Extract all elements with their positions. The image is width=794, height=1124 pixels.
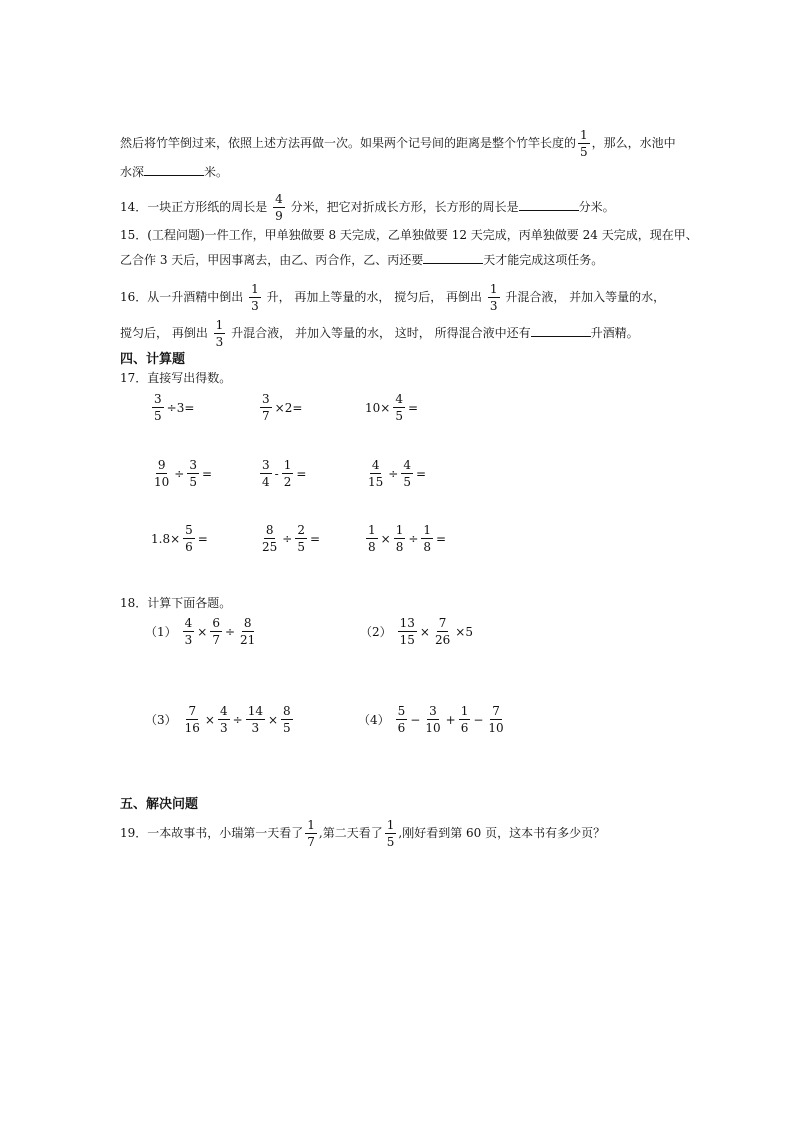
fraction: $\frac{3}{10}$ bbox=[425, 704, 441, 735]
calc-item: $\frac{1}{8}$ × $\frac{1}{8}$ ÷ $\frac{1}{8}$ = bbox=[368, 523, 447, 554]
fraction: $\frac{4}{3}$ bbox=[184, 616, 193, 647]
q13-line1: 然后将竹竿倒过来，依照上述方法再做一次。如果两个记号间的距离是整个竹竿长度的 $\frac{1}{5}$ ，那么，水池中 bbox=[120, 128, 676, 159]
answer-blank[interactable] bbox=[519, 198, 579, 211]
q18-title: 18．计算下面各题。 bbox=[120, 596, 232, 610]
fraction: $\frac{5}{6}$ bbox=[185, 523, 193, 554]
q17-title: 17．直接写出得数。 bbox=[120, 371, 232, 385]
q15-line2: 乙合作 3 天后，甲因事离去，由乙、丙合作，乙、丙还要 天才能完成这项任务。 bbox=[120, 253, 604, 267]
section-heading: 四、计算题 bbox=[120, 352, 186, 367]
fraction: $\frac{1}{8}$ bbox=[395, 523, 404, 554]
fraction: $\frac{6}{7}$ bbox=[212, 616, 220, 647]
fraction: $\frac{1}{3}$ bbox=[489, 282, 498, 313]
calc-item: $\frac{3}{4}$ - $\frac{1}{2}$ = bbox=[262, 458, 307, 489]
calc-item: $\frac{8}{25}$ ÷ $\frac{2}{5}$ = bbox=[262, 523, 321, 554]
fraction: $\frac{9}{10}$ bbox=[154, 458, 170, 489]
fraction: $\frac{13}{15}$ bbox=[399, 616, 415, 647]
fraction: $\frac{1}{2}$ bbox=[283, 458, 292, 489]
fraction: $\frac{7}{16}$ bbox=[184, 704, 200, 735]
answer-blank[interactable] bbox=[531, 324, 591, 337]
answer-blank[interactable] bbox=[144, 163, 204, 176]
q14: 14．一块正方形纸的周长是 $\frac{4}{9}$ 分米，把它对折成长方形，长方形的周长是 分米。 bbox=[120, 192, 615, 223]
fraction: $\frac{5}{6}$ bbox=[397, 704, 406, 735]
calc-problem: （4） $\frac{5}{6}$ − $\frac{3}{10}$ + $\frac{1}{6}$ − $\frac{7}{10}$ bbox=[358, 704, 504, 735]
calc-item: 10× $\frac{4}{5}$ = bbox=[365, 392, 419, 423]
fraction: $\frac{4}{5}$ bbox=[403, 458, 411, 489]
calc-item: $\frac{3}{7}$ ×2= bbox=[262, 392, 303, 423]
calc-item: $\frac{3}{5}$ ÷3= bbox=[154, 392, 195, 423]
fraction: $\frac{3}{7}$ bbox=[262, 392, 270, 423]
fraction: $\frac{8}{21}$ bbox=[240, 616, 256, 647]
calc-item: $\frac{4}{15}$ ÷ $\frac{4}{5}$ = bbox=[368, 458, 427, 489]
q13-line2: 水深 米。 bbox=[120, 165, 229, 179]
fraction: $\frac{3}{5}$ bbox=[189, 458, 197, 489]
q16-line1: 16．从一升酒精中倒出 $\frac{1}{3}$ 升， 再加上等量的水， 搅匀后， 再倒出 $\frac{1}{3}$ 升混合液， 并加入等量的水， bbox=[120, 282, 666, 313]
fraction: $\frac{1}{3}$ bbox=[251, 282, 259, 313]
fraction: $\frac{3}{4}$ bbox=[262, 458, 270, 489]
fraction: $\frac{8}{5}$ bbox=[283, 704, 291, 735]
section-heading: 五、解决问题 bbox=[120, 797, 199, 812]
fraction: $\frac{2}{5}$ bbox=[297, 523, 305, 554]
q19: 19．一本故事书，小瑞第一天看了 $\frac{1}{7}$ ,第二天看了 $\frac{1}{5}$ ,刚好看到第 60 页，这本书有多少页？ bbox=[120, 818, 606, 849]
calc-problem: （1） $\frac{4}{3}$ × $\frac{6}{7}$ ÷ $\frac{8}{21}$ bbox=[145, 616, 256, 647]
q16-line2: 搅匀后， 再倒出 $\frac{1}{3}$ 升混合液， 并加入等量的水， 这时， 所得混合液中还有 升酒精。 bbox=[120, 318, 639, 349]
fraction: $\frac{8}{25}$ bbox=[262, 523, 278, 554]
fraction: $\frac{7}{26}$ bbox=[434, 616, 451, 647]
fraction: $\frac{7}{10}$ bbox=[488, 704, 504, 735]
fraction: $\frac{1}{7}$ bbox=[307, 818, 315, 849]
calc-problem: （3） $\frac{7}{16}$ × $\frac{4}{3}$ ÷ $\frac{14}{3}$ × $\frac{8}{5}$ bbox=[145, 704, 291, 735]
fraction: $\frac{3}{5}$ bbox=[154, 392, 162, 423]
fraction: $\frac{4}{5}$ bbox=[395, 392, 403, 423]
calc-problem: （2） $\frac{13}{15}$ × $\frac{7}{26}$ ×5 bbox=[360, 616, 473, 647]
calc-item: 1.8× $\frac{5}{6}$ = bbox=[151, 523, 208, 554]
fraction: $\frac{1}{8}$ bbox=[368, 523, 376, 554]
fraction: $\frac{14}{3}$ bbox=[247, 704, 263, 735]
answer-blank[interactable] bbox=[423, 251, 483, 264]
fraction: $\frac{4}{15}$ bbox=[368, 458, 384, 489]
fraction: $\frac{1}{8}$ bbox=[423, 523, 432, 554]
fraction: $\frac{4}{3}$ bbox=[219, 704, 228, 735]
fraction: $\frac{1}{5}$ bbox=[386, 818, 395, 849]
fraction: $\frac{1}{5}$ bbox=[580, 128, 588, 159]
fraction: $\frac{4}{9}$ bbox=[275, 192, 283, 223]
fraction: $\frac{1}{3}$ bbox=[215, 318, 224, 349]
fraction: $\frac{1}{6}$ bbox=[460, 704, 469, 735]
q15-line1: 15．(工程问题)一件工作，甲单独做要 8 天完成，乙单独做要 12 天完成，丙单独做要 24 天完成，现在甲、 bbox=[120, 228, 698, 242]
calc-item: $\frac{9}{10}$ ÷ $\frac{3}{5}$ = bbox=[154, 458, 213, 489]
